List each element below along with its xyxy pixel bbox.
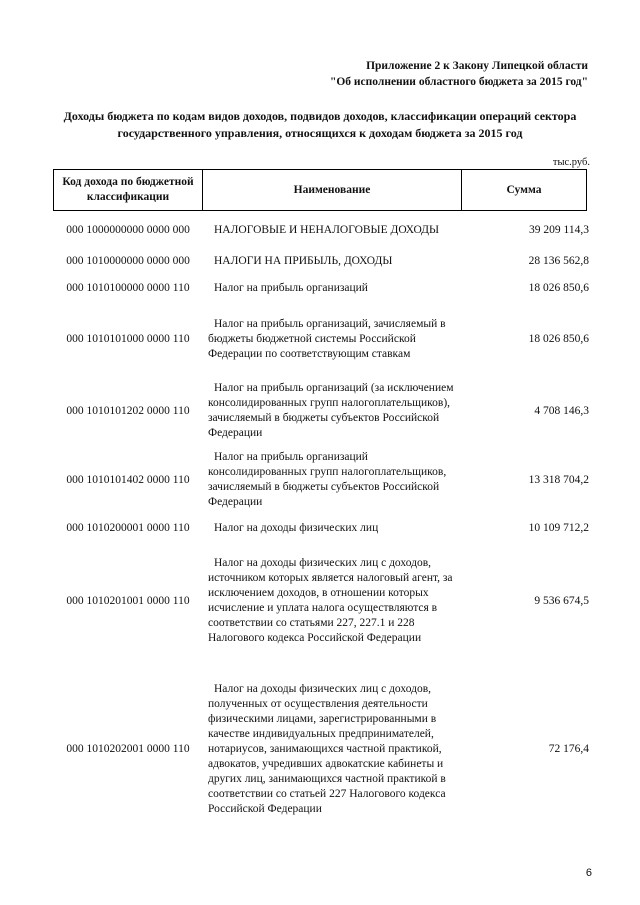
- row-code: 000 1010200001 0000 110: [66, 521, 190, 534]
- row-name: НАЛОГИ НА ПРИБЫЛЬ, ДОХОДЫ: [214, 255, 393, 267]
- row-sum: 18 026 850,6: [528, 281, 589, 294]
- table-row: [53, 274, 591, 302]
- row-sum: 39 209 114,3: [529, 224, 589, 236]
- table-row: [53, 542, 591, 660]
- row-sum: 4 708 146,3: [534, 404, 589, 417]
- row-sum: 28 136 562,8: [528, 255, 589, 267]
- row-sum: 13 318 704,2: [528, 473, 589, 486]
- row-code: 000 1010101000 0000 110: [66, 332, 190, 345]
- header-sum: Сумма: [462, 170, 587, 211]
- row-code: 000 1010101202 0000 110: [66, 404, 190, 417]
- row-name: Налог на доходы физических лиц: [214, 521, 379, 534]
- table-row: [53, 514, 591, 542]
- appendix-line-2: "Об исполнении областного бюджета за 2015 год": [329, 76, 588, 88]
- row-code: 000 1010101402 0000 110: [66, 473, 190, 486]
- row-sum: 72 176,4: [548, 742, 589, 755]
- appendix-line-1: Приложение 2 к Закону Липецкой области: [366, 60, 588, 72]
- row-sum: 10 109 712,2: [528, 521, 589, 534]
- header-code: Код дохода по бюджетной классификации: [54, 170, 203, 211]
- row-name: Налог на доходы физических лиц с доходов, источником которых является налоговый агент, за исключением доходов, в отношении которых исчисление и уплата налога осуществляются в соответствии со статьями 227, 227.1 и 228 Налогового кодекса Российской Федерации: [208, 557, 453, 644]
- row-code: 000 1010202001 0000 110: [66, 742, 190, 755]
- document-title: [40, 108, 600, 142]
- unit-label: тыс.руб.: [552, 157, 590, 168]
- table-row: [53, 212, 591, 249]
- row-name: Налог на доходы физических лиц с доходов, полученных от осуществления деятельности физическими лицами, зарегистрированными в качестве индивидуальных предпринимателей, нотариусов, занимающихся частной практикой, адвокатов, учредивших адвокатские кабинеты и других лиц, занимающихся частной практикой в соответствии со статьей 227 Налогового кодекса Российской Федерации: [208, 682, 446, 815]
- row-name: Налог на прибыль организаций (за исключением консолидированных групп налогоплательщиков), зачисляемый в бюджеты субъектов Российской Федерации: [208, 382, 454, 439]
- table-row: [53, 660, 591, 838]
- row-name: НАЛОГОВЫЕ И НЕНАЛОГОВЫЕ ДОХОДЫ: [214, 224, 440, 236]
- row-code: 000 1000000000 0000 000: [66, 224, 190, 236]
- row-code: 000 1010201001 0000 110: [66, 594, 190, 607]
- title-line-1: Доходы бюджета по кодам видов доходов, подвидов доходов, классификации операций сектора: [63, 109, 577, 123]
- table-row: [53, 249, 591, 274]
- row-sum: 9 536 674,5: [534, 594, 589, 607]
- table-body: [53, 212, 591, 838]
- row-name: Налог на прибыль организаций консолидированных групп налогоплательщиков, зачисляемый в бюджеты субъектов Российской Федерации: [208, 451, 447, 508]
- row-name: Налог на прибыль организаций, зачисляемый в бюджеты бюджетной системы Российской Федерации по соответствующим ставкам: [208, 317, 446, 360]
- row-code: 000 1010100000 0000 110: [66, 281, 190, 294]
- table-row: [53, 446, 591, 514]
- row-sum: 18 026 850,6: [528, 332, 589, 345]
- table-row: [53, 302, 591, 376]
- table-header: [53, 169, 587, 211]
- appendix-note: [330, 58, 588, 90]
- row-name: Налог на прибыль организаций: [214, 281, 368, 294]
- page-number: 6: [585, 867, 592, 879]
- row-code: 000 1010000000 0000 000: [66, 255, 190, 267]
- title-line-2: государственного управления, относящихся к доходам бюджета за 2015 год: [117, 126, 523, 140]
- table-row: [53, 376, 591, 446]
- header-name: Наименование: [203, 170, 462, 211]
